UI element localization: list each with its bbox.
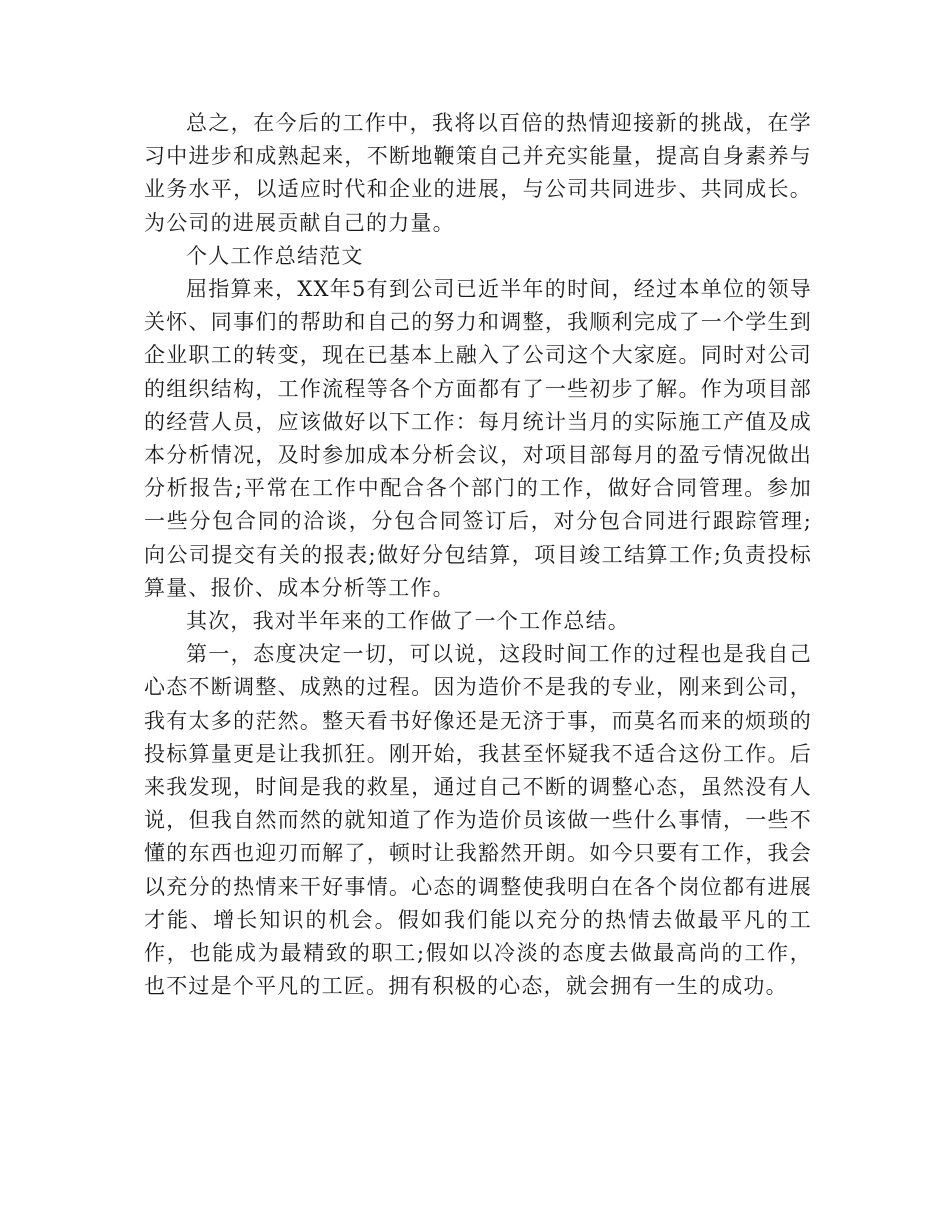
paragraph-conclusion: 总之，在今后的工作中，我将以百倍的热情迎接新的挑战，在学习中进步和成熟起来，不断地鞭策自己并充实能量，提高自身素养与业务水平，以适应时代和企业的进展，与公司共同进步、共同成长。为公司的进展贡献自己的力量。 [144, 111, 812, 235]
section-heading: 个人工作总结范文 [186, 243, 364, 268]
document-body [144, 107, 812, 1003]
paragraph-summary-lead: 其次，我对半年来的工作做了一个工作总结。 [186, 609, 630, 634]
paragraph-introduction: 屈指算来，XX年5有到公司已近半年的时间，经过本单位的领导关怀、同事们的帮助和自己的努力和调整，我顺利完成了一个学生到企业职工的转变，现在已基本上融入了公司这个大家庭。同时对公司的组织结构，工作流程等各个方面都有了一些初步了解。作为项目部的经营人员，应该做好以下工作：每月统计当月的实际施工产值及成本分析情况，及时参加成本分析会议，对项目部每月的盈亏情况做出分析报告;平常在工作中配合各个部门的工作，做好合同管理。参加一些分包合同的洽谈，分包合同签订后，对分包合同进行跟踪管理;向公司提交有关的报表;做好分包结算，项目竣工结算工作;负责投标算量、报价、成本分析等工作。 [144, 277, 812, 600]
paragraph-attitude: 第一，态度决定一切，可以说，这段时间工作的过程也是我自己心态不断调整、成熟的过程。因为造价不是我的专业，刚来到公司，我有太多的茫然。整天看书好像还是无济于事，而莫名而来的烦琐的投标算量更是让我抓狂。刚开始，我甚至怀疑我不适合这份工作。后来我发现，时间是我的救星，通过自己不断的调整心态，虽然没有人说，但我自然而然的就知道了作为造价员该做一些什么事情，一些不懂的东西也迎刃而解了，顿时让我豁然开朗。如今只要有工作，我会以充分的热情来干好事情。心态的调整使我明白在各个岗位都有进展才能、增长知识的机会。假如我们能以充分的热情去做最平凡的工作，也能成为最精致的职工;假如以冷淡的态度去做最高尚的工作，也不过是个平凡的工匠。拥有积极的心态，就会拥有一生的成功。 [144, 642, 812, 999]
